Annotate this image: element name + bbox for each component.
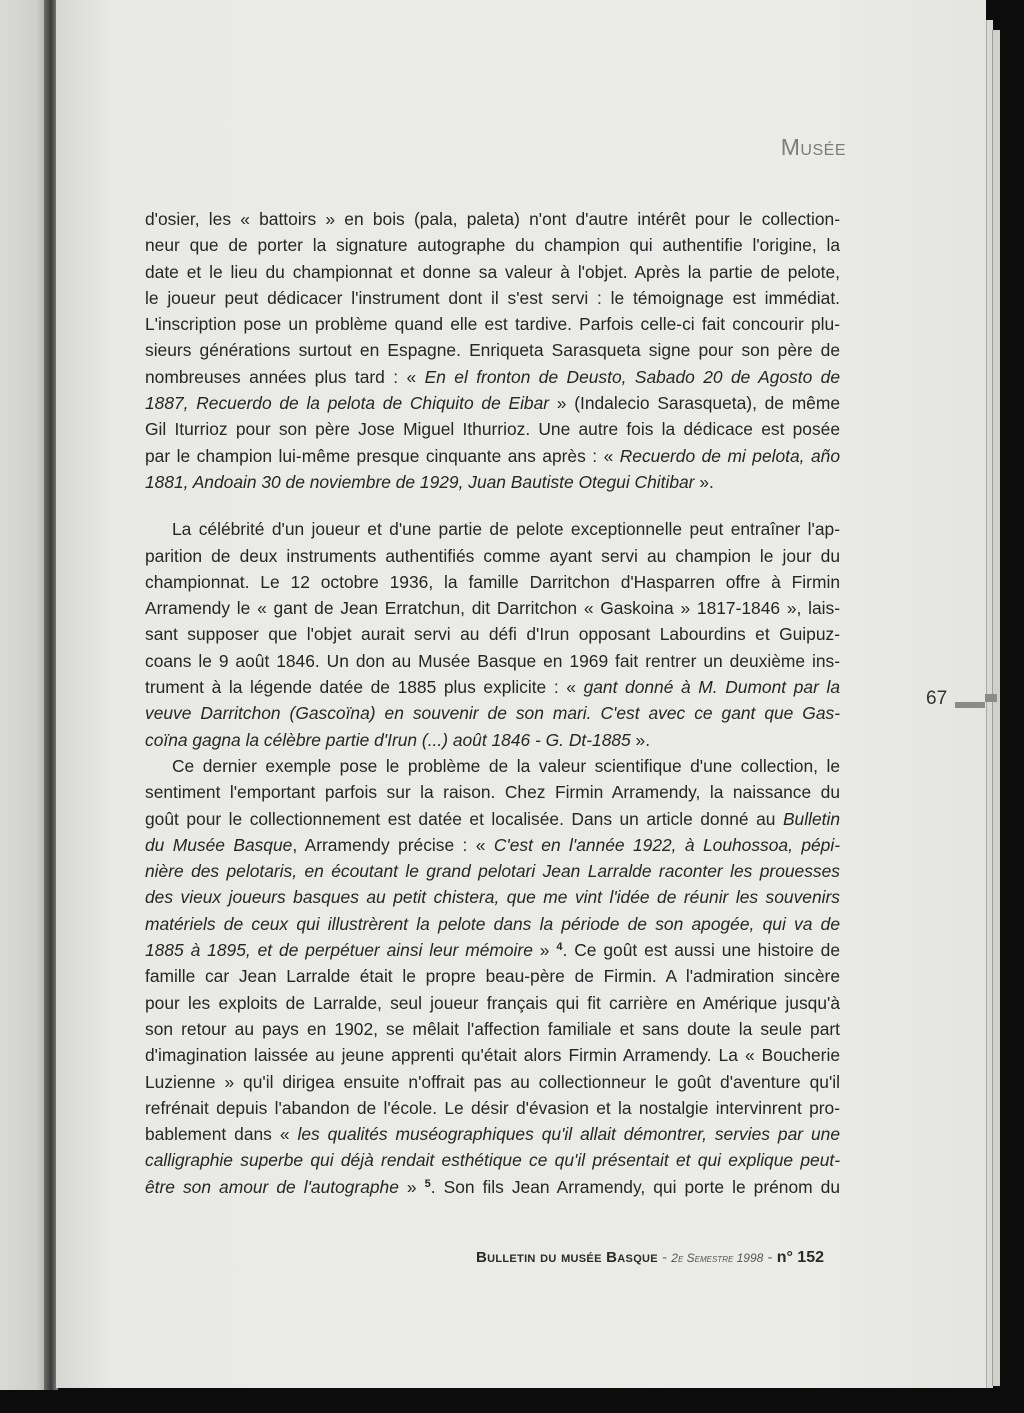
text-line <box>145 595 840 621</box>
text-segment: son retour au pays en 1902, se mêlait l'affection familiale et sans doute la seule part <box>145 1018 840 1039</box>
text-segment: date et le lieu du championnat et donne sa valeur à l'objet. Après la partie de pelote, <box>145 261 840 282</box>
body-text <box>145 206 840 1221</box>
text-segment: neur que de porter la signature autographe du champion qui authentifie l'origine, la <box>145 235 840 256</box>
text-segment: pour les exploits de Larralde, seul joueur français qui fit carrière en Amérique jusqu'à <box>145 992 840 1013</box>
text-segment: nombreuses années plus tard : « <box>145 366 425 387</box>
text-line <box>145 963 840 989</box>
text-line <box>145 259 840 285</box>
text-segment: » <box>398 1176 425 1197</box>
text-line <box>145 569 840 595</box>
text-segment: bablement dans « <box>145 1124 298 1145</box>
footnote-ref: 5 <box>424 1177 431 1190</box>
text-line <box>145 416 840 442</box>
text-line <box>145 937 840 963</box>
italic-quote: être son amour de l'autographe <box>145 1176 399 1197</box>
text-line <box>145 674 840 700</box>
text-line <box>145 1042 840 1068</box>
text-segment: , Arramendy précise : « <box>292 834 494 855</box>
text-segment: championnat. Le 12 octobre 1936, la famille Darritchon d'Hasparren offre à Firmin <box>145 571 840 592</box>
text-segment: parition de deux instruments authentifiés comme ayant servi au champion le jour du <box>145 545 840 566</box>
paragraph <box>145 516 840 753</box>
text-line <box>145 232 840 258</box>
text-segment: L'inscription pose un problème quand elle est tardive. Parfois celle-ci fait concourir plu- <box>145 314 840 335</box>
text-segment: La célébrité d'un joueur et d'une partie de pelote exceptionnelle peut entraîner l'ap- <box>172 519 840 540</box>
italic-quote: des vieux joueurs basques au petit chistera, que me vint l'idée de réunir les souvenirs <box>145 887 840 908</box>
text-segment: goût pour le collectionnement est datée et localisée. Dans un article donné au <box>145 808 783 829</box>
text-segment: . Son fils Jean Arramendy, qui porte le prénom du <box>430 1176 840 1197</box>
text-line <box>145 621 840 647</box>
text-line <box>145 700 840 726</box>
text-line <box>145 1069 840 1095</box>
italic-quote: calligraphie superbe qui déjà rendait esthétique ce qu'il présentait et qui explique peut- <box>145 1150 840 1171</box>
text-line <box>145 990 840 1016</box>
text-line <box>145 469 840 495</box>
text-segment: par le champion lui-même presque cinquante ans après : « <box>145 445 620 466</box>
italic-quote: les qualités muséographiques qu'il allait démontrer, servies par une <box>297 1124 840 1145</box>
text-segment: d'osier, les « battoirs » en bois (pala, paleta) n'ont d'autre intérêt pour le collection- <box>145 209 840 229</box>
italic-quote: nière des pelotaris, en écoutant le grand pelotari Jean Larralde raconter les prouesses <box>145 861 840 882</box>
text-segment: trument à la légende datée de 1885 plus explicite : « <box>145 677 584 698</box>
text-segment: ». <box>630 729 651 750</box>
text-segment: famille car Jean Larralde était le propre beau-père de Firmin. A l'admiration sincère <box>145 966 840 987</box>
text-segment: » <box>532 940 557 961</box>
text-segment: le joueur peut dédicacer l'instrument dont il s'est servi : le témoignage est immédiat. <box>145 287 840 308</box>
italic-quote: 1885 à 1895, et de perpétuer ainsi leur mémoire <box>145 940 533 961</box>
text-line <box>145 364 840 390</box>
italic-quote: 1887, Recuerdo de la pelota de Chiquito de Eibar <box>145 393 550 414</box>
text-line <box>145 516 840 542</box>
text-line <box>145 443 840 469</box>
italic-quote: Recuerdo de mi pelota, año <box>619 445 840 466</box>
footer <box>476 1249 840 1267</box>
page-tab-marker <box>985 694 997 702</box>
footer-issue: n° 152 <box>776 1249 824 1266</box>
text-line <box>145 806 840 832</box>
italic-quote: 1881, Andoain 30 de noviembre de 1929, Juan Bautiste Otegui Chitibar <box>145 471 695 492</box>
footer-separator: - <box>763 1249 777 1266</box>
text-segment: Arramendy le « gant de Jean Erratchun, dit Darritchon « Gaskoina » 1817-1846 », lais- <box>145 598 840 619</box>
text-line <box>145 206 840 232</box>
text-segment: refrénait depuis l'abandon de l'école. Le désir d'évasion et la nostalgie intervinrent pro- <box>145 1097 840 1118</box>
italic-quote: Bulletin <box>782 808 840 829</box>
text-line <box>145 648 840 674</box>
italic-quote: C'est en l'année 1922, à Louhossoa, pépi- <box>493 834 840 855</box>
page-edge <box>992 30 1000 1386</box>
text-line <box>145 337 840 363</box>
text-line <box>145 1147 840 1173</box>
footer-journal: Bulletin du musée Basque <box>476 1249 658 1266</box>
text-segment: sieurs générations surtout en Espagne. Enriqueta Sarasqueta signe pour son père de <box>145 340 840 361</box>
text-line <box>145 1174 840 1200</box>
italic-quote: gant donné à M. Dumont par la <box>583 677 841 698</box>
text-segment: ». <box>694 471 714 492</box>
footer-semester: 2e Semestre 1998 <box>671 1251 764 1265</box>
italic-quote: du Musée Basque <box>145 834 293 855</box>
paragraph <box>145 206 840 495</box>
text-line <box>145 779 840 805</box>
italic-quote: coïna gagna la célèbre partie d'Irun (...) août 1846 - G. Dt-1885 <box>145 729 631 750</box>
text-line <box>145 858 840 884</box>
text-line <box>145 1095 840 1121</box>
page-number: 67 <box>926 688 948 709</box>
page-tab-marker <box>955 702 985 708</box>
text-segment: Luzienne » qu'il dirigea ensuite n'offrait pas au collectionneur le goût d'aventure qu'il <box>145 1071 840 1092</box>
text-segment: » (Indalecio Sarasqueta), de même <box>549 393 841 414</box>
text-segment: sentiment l'emportant parfois sur la raison. Chez Firmin Arramendy, la naissance du <box>145 782 840 803</box>
text-line <box>145 311 840 337</box>
italic-quote: veuve Darritchon (Gascoïna) en souvenir de son mari. C'est avec ce gant que Gas- <box>145 703 840 724</box>
italic-quote: matériels de ceux qui illustrèrent la pelote dans la période de son apogée, qui va de <box>145 913 840 934</box>
paragraph <box>145 753 840 1200</box>
text-segment: coans le 9 août 1846. Un don au Musée Basque en 1969 fait rentrer un deuxième ins- <box>145 650 840 671</box>
text-segment: sant supposer que l'objet aurait servi au défi d'Irun opposant Labourdins et Guipuz- <box>145 624 840 645</box>
text-line <box>145 753 840 779</box>
footer-separator: - <box>657 1249 672 1266</box>
text-segment: . Ce goût est aussi une histoire de <box>562 940 841 961</box>
text-segment: Gil Iturrioz pour son père Jose Miguel Ithurrioz. Une autre fois la dédicace est posée <box>145 419 840 440</box>
text-line <box>145 543 840 569</box>
text-line <box>145 285 840 311</box>
text-line <box>145 390 840 416</box>
text-segment: Ce dernier exemple pose le problème de la valeur scientifique d'une collection, le <box>172 755 840 776</box>
running-header: Musée <box>780 134 846 160</box>
text-line <box>145 911 840 937</box>
text-line <box>145 1016 840 1042</box>
text-line <box>145 884 840 910</box>
text-line <box>145 832 840 858</box>
footnote-ref: 4 <box>556 941 563 954</box>
text-line <box>145 1121 840 1147</box>
italic-quote: En el fronton de Deusto, Sabado 20 de Agosto de <box>424 366 840 387</box>
text-line <box>145 727 840 753</box>
text-segment: d'imagination laissée au jeune apprenti qu'était alors Firmin Arramendy. La « Boucherie <box>145 1045 840 1066</box>
